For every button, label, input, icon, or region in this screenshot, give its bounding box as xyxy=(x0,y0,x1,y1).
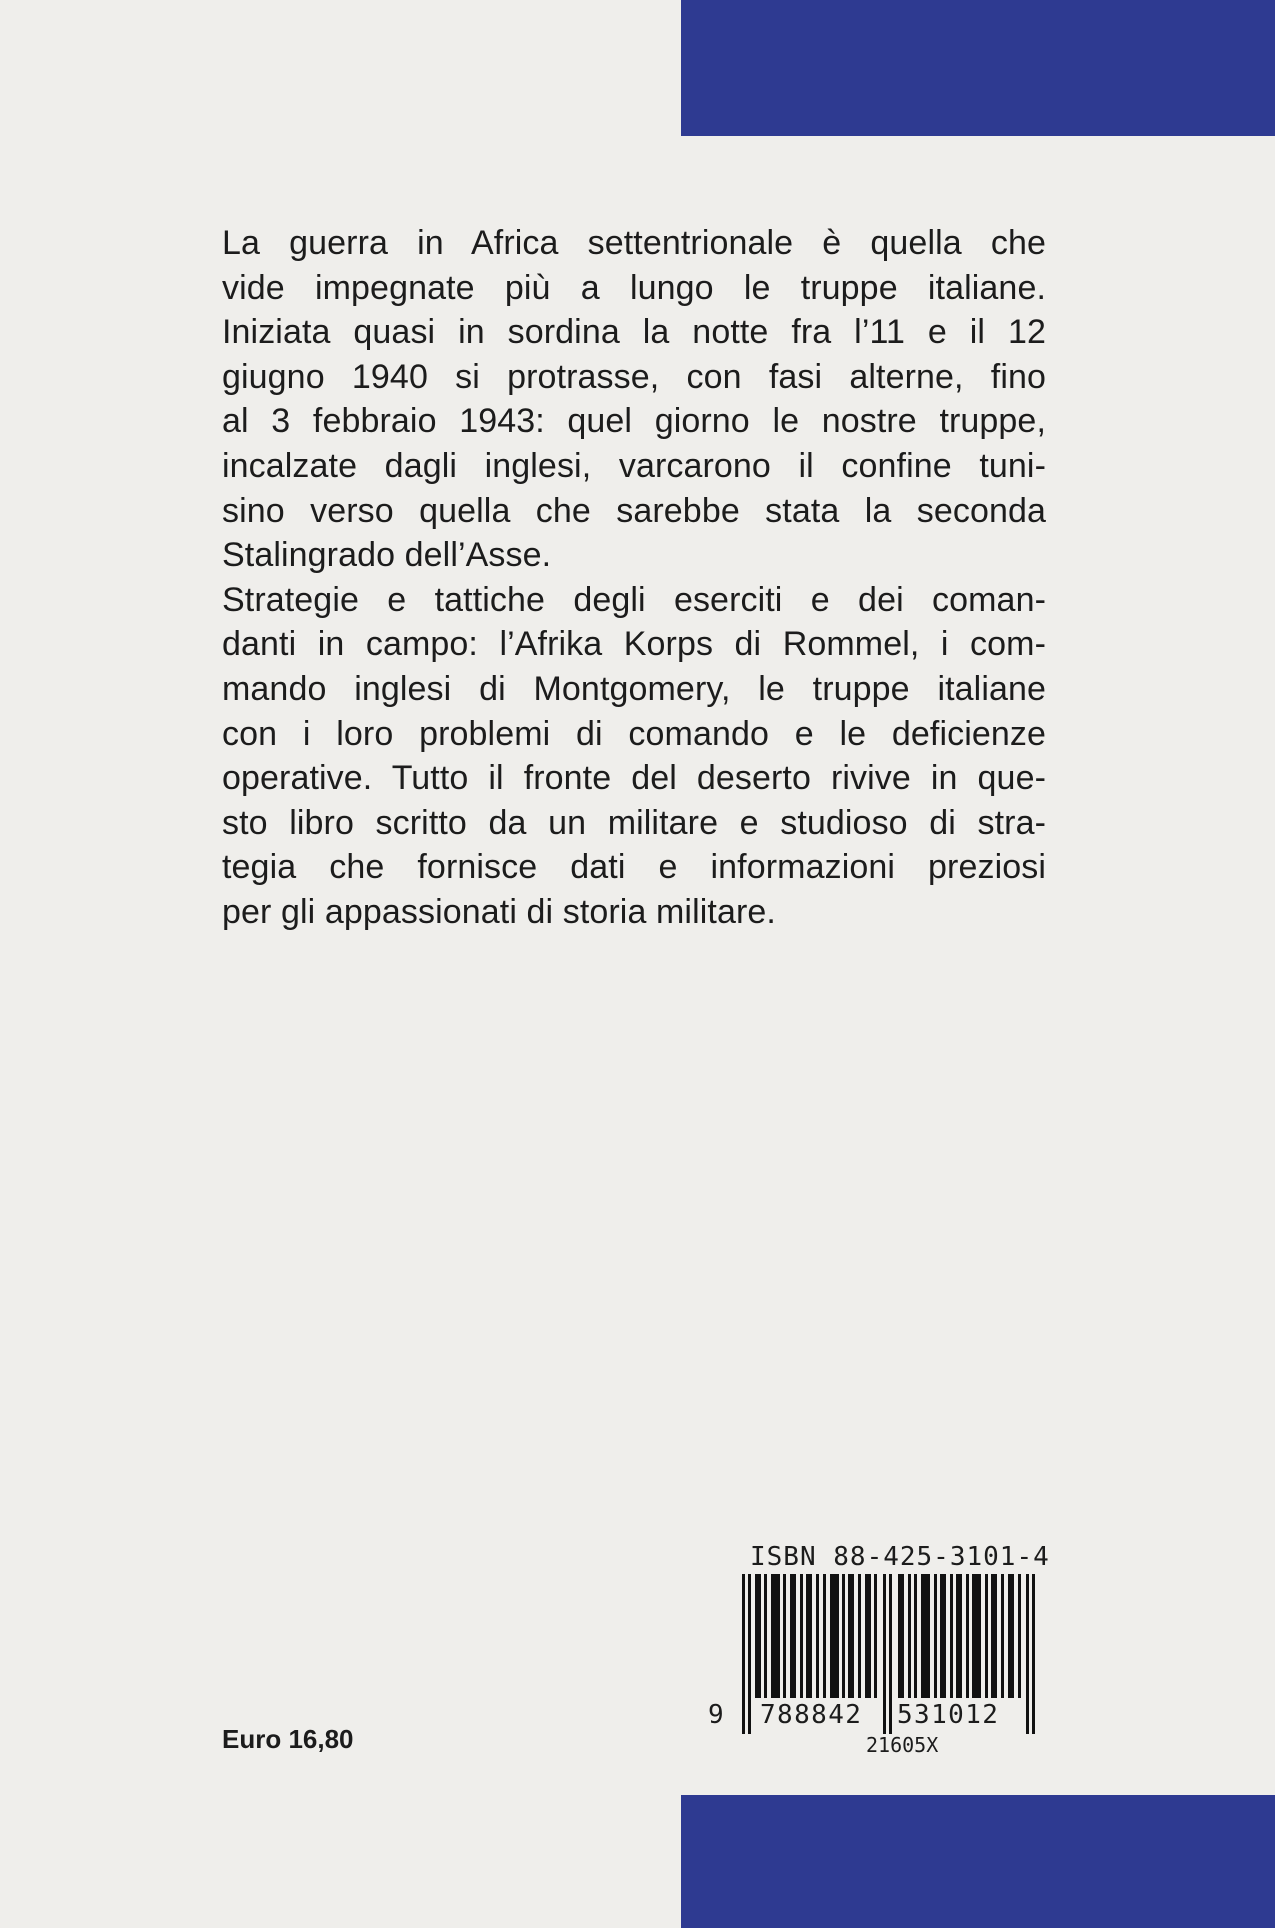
back-cover-blurb xyxy=(222,221,1046,935)
barcode-right-digits: 531012 xyxy=(897,1700,1000,1730)
blurb-line: La guerra in Africa settentrionale è quella che xyxy=(222,224,1046,262)
blurb-line: incalzate dagli inglesi, varcarono il confine tuni- xyxy=(222,446,1046,485)
blurb-line: giugno 1940 si protrasse, con fasi alterne, fino xyxy=(222,357,1046,396)
blurb-line: al 3 febbraio 1943: quel giorno le nostre truppe, xyxy=(222,402,1046,441)
barcode-left-digits: 788842 xyxy=(760,1700,863,1730)
blurb-line: vide impegnate più a lungo le truppe italiane. xyxy=(222,268,1046,307)
blurb-line: tegia che fornisce dati e informazioni preziosi xyxy=(222,848,1046,887)
barcode-first-digit: 9 xyxy=(708,1700,724,1730)
isbn-label: ISBN 88-425-3101-4 xyxy=(750,1542,1050,1572)
blurb-line: Iniziata quasi in sordina la notte fra l’11 e il 12 xyxy=(222,313,1046,352)
blurb-line: Strategie e tattiche degli eserciti e dei coman- xyxy=(222,580,1046,619)
blurb-line: Stalingrado dell’Asse. xyxy=(222,536,552,575)
bottom-color-band xyxy=(681,1795,1275,1928)
blurb-line: per gli appassionati di storia militare. xyxy=(222,892,776,931)
blurb-line: operative. Tutto il fronte del deserto rivive in que- xyxy=(222,759,1046,798)
barcode-digits xyxy=(708,1700,1044,1736)
blurb-line: con i loro problemi di comando e le deficienze xyxy=(222,714,1046,753)
blurb-line: sto libro scritto da un militare e studioso di stra- xyxy=(222,803,1046,842)
blurb-line: mando inglesi di Montgomery, le truppe italiane xyxy=(222,669,1046,708)
blurb-line: danti in campo: l’Afrika Korps di Rommel, i com- xyxy=(222,625,1046,664)
price-label: Euro 16,80 xyxy=(222,1724,354,1754)
blurb-line: sino verso quella che sarebbe stata la seconda xyxy=(222,491,1046,530)
top-color-band xyxy=(681,0,1275,136)
product-code: 21605X xyxy=(866,1733,939,1757)
